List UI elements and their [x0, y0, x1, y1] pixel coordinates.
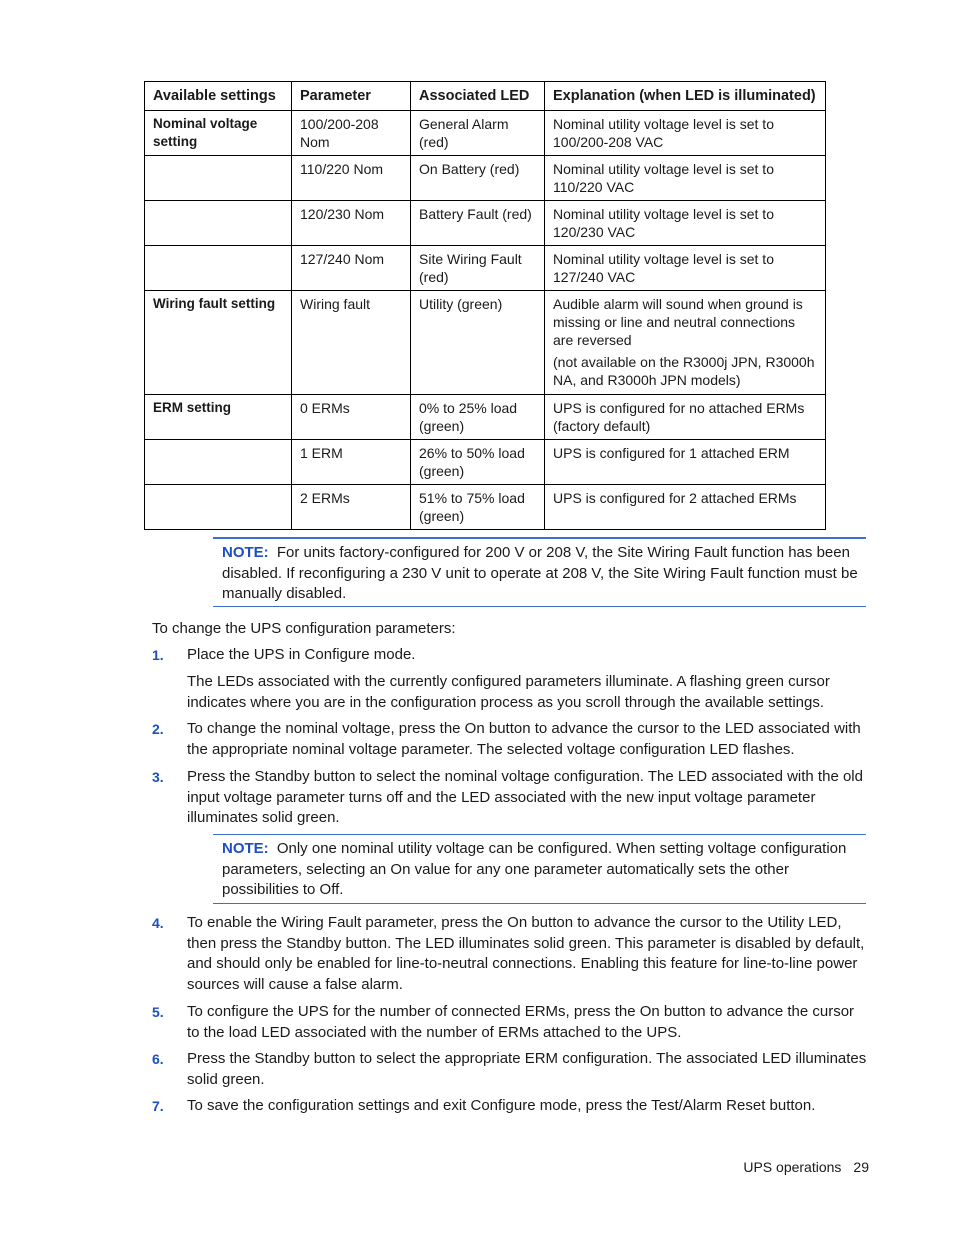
note-text: For units factory-configured for 200 V or 208 V, the Site Wiring Fault function has been disabled. If reconfiguring a 230 V unit to operate at 208 V, the Site Wiring Fault function must be manually disabled.	[222, 544, 858, 602]
led-cell: Site Wiring Fault (red)	[411, 246, 545, 291]
setting-cell	[145, 246, 292, 291]
note-label: NOTE:	[222, 840, 269, 857]
table-row	[145, 201, 826, 246]
setting-cell: Wiring fault setting	[145, 291, 292, 395]
parameter-cell: Wiring fault	[292, 291, 411, 395]
setting-cell	[145, 201, 292, 246]
table-row	[145, 111, 826, 156]
step-text: To change the nominal voltage, press the On button to advance the cursor to the LED associated with the appropriate nominal voltage parameter. The selected voltage configuration LED flashes.	[187, 720, 861, 758]
explanation-cell: Nominal utility voltage level is set to 110/220 VAC	[545, 156, 826, 201]
step-text: To save the configuration settings and exit Configure mode, press the Test/Alarm Reset button.	[187, 1097, 816, 1114]
parameter-cell: 1 ERM	[292, 440, 411, 485]
explanation-cell: UPS is configured for 1 attached ERM	[545, 440, 826, 485]
setting-cell	[145, 485, 292, 530]
note-text: Only one nominal utility voltage can be configured. When setting voltage configuration parameters, selecting an On value for any one parameter automatically sets the other possibilities to Off.	[222, 840, 847, 898]
note-label: NOTE:	[222, 544, 269, 561]
header-explanation: Explanation (when LED is illuminated)	[545, 82, 826, 111]
explanation-cell: Nominal utility voltage level is set to 100/200-208 VAC	[545, 111, 826, 156]
header-associated-led: Associated LED	[411, 82, 545, 111]
step-text: To enable the Wiring Fault parameter, press the On button to advance the cursor to the Utility LED, then press the Standby button. The LED illuminates solid green. This parameter is disabled by default, and should only be enabled for line-to-neutral connections. Enabling this feature for line-to-line power sources will cause a false alarm.	[187, 914, 865, 993]
parameter-cell: 110/220 Nom	[292, 156, 411, 201]
settings-table	[144, 81, 826, 530]
setting-cell	[145, 440, 292, 485]
header-available-settings: Available settings	[145, 82, 292, 111]
table-row	[145, 291, 826, 395]
explanation-text: Audible alarm will sound when ground is missing or line and neutral connections are reversed	[553, 296, 803, 348]
step-text: Press the Standby button to select the nominal voltage configuration. The LED associated with the old input voltage parameter turns off and the LED associated with the new input voltage parameter illuminates solid green.	[187, 768, 863, 826]
step-number: 1.	[152, 647, 164, 663]
led-cell: On Battery (red)	[411, 156, 545, 201]
explanation-cell: UPS is configured for 2 attached ERMs	[545, 485, 826, 530]
table-row	[145, 440, 826, 485]
note-box-nominal-voltage	[213, 834, 866, 904]
parameter-cell: 100/200-208 Nom	[292, 111, 411, 156]
explanation-cell: UPS is configured for no attached ERMs (factory default)	[545, 395, 826, 440]
parameter-cell: 0 ERMs	[292, 395, 411, 440]
parameter-cell: 127/240 Nom	[292, 246, 411, 291]
parameter-cell: 120/230 Nom	[292, 201, 411, 246]
led-cell: 26% to 50% load (green)	[411, 440, 545, 485]
table-row	[145, 246, 826, 291]
led-cell: General Alarm (red)	[411, 111, 545, 156]
led-cell: 0% to 25% load (green)	[411, 395, 545, 440]
led-cell: 51% to 75% load (green)	[411, 485, 545, 530]
table-header-row	[145, 82, 826, 111]
table-row	[145, 395, 826, 440]
led-cell: Battery Fault (red)	[411, 201, 545, 246]
header-parameter: Parameter	[292, 82, 411, 111]
explanation-cell	[545, 291, 826, 395]
step-number: 7.	[152, 1098, 164, 1114]
step-text: Press the Standby button to select the appropriate ERM configuration. The associated LED illuminates solid green.	[187, 1050, 867, 1088]
explanation-cell: Nominal utility voltage level is set to 120/230 VAC	[545, 201, 826, 246]
explanation-cell: Nominal utility voltage level is set to 127/240 VAC	[545, 246, 826, 291]
setting-cell: Nominal voltage setting	[145, 111, 292, 156]
step-number: 3.	[152, 769, 164, 785]
step-1-detail: The LEDs associated with the currently configured parameters illuminate. A flashing green cursor indicates where you are in the configuration process as you scroll through the available settings.	[187, 673, 830, 711]
table-row	[145, 156, 826, 201]
table-row	[145, 485, 826, 530]
led-cell: Utility (green)	[411, 291, 545, 395]
step-number: 5.	[152, 1004, 164, 1020]
step-number: 6.	[152, 1051, 164, 1067]
step-text: Place the UPS in Configure mode.	[187, 646, 416, 663]
step-text: To configure the UPS for the number of connected ERMs, press the On button to advance the cursor to the load LED associated with the number of ERMs attached to the UPS.	[187, 1003, 855, 1041]
parameter-cell: 2 ERMs	[292, 485, 411, 530]
step-number: 2.	[152, 721, 164, 737]
procedure-intro: To change the UPS configuration parameters:	[152, 620, 456, 637]
page-number: 29	[853, 1159, 869, 1175]
setting-cell: ERM setting	[145, 395, 292, 440]
setting-cell	[145, 156, 292, 201]
step-number: 4.	[152, 915, 164, 931]
note-box-factory-config	[213, 537, 866, 607]
footer-section-title: UPS operations	[743, 1159, 842, 1175]
explanation-note: (not available on the R3000j JPN, R3000h NA, and R3000h JPN models)	[553, 354, 815, 388]
page-footer	[743, 1158, 869, 1176]
